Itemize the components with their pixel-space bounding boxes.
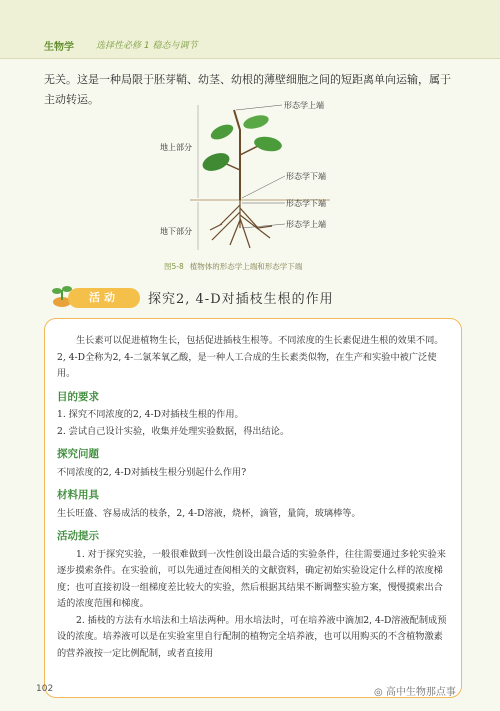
leaf <box>253 135 283 154</box>
watermark-text: 高中生物那点事 <box>385 687 456 698</box>
question-line: 不同浓度的2, 4-D对插枝生根分别起什么作用? <box>57 466 247 478</box>
section-heading-question: 探究问题 <box>57 448 99 460</box>
leaf <box>242 113 270 131</box>
page-number: 102 <box>36 684 54 694</box>
section-heading-goals: 目的要求 <box>57 390 99 403</box>
plant-roots <box>210 200 272 248</box>
figure-caption-text: 植物体的形态学上端和形态学下端 <box>189 262 303 271</box>
header-subject: 生物学 <box>44 42 74 53</box>
wechat-icon: ◎ <box>374 687 386 698</box>
activity-label: 活动 <box>68 288 140 308</box>
leaf <box>200 150 232 175</box>
section-heading-tips: 活动提示 <box>57 530 99 542</box>
goal-line-2: 2. 尝试自己设计实验，收集并处理实验数据，得出结论。 <box>57 425 290 437</box>
label-top-upper: 形态学上端 <box>284 101 324 110</box>
activity-intro: 生长素可以促进植物生长，包括促进插枝生根等。不同浓度的生长素促进生根的效果不同。2, 4-D全称为2, 4-二氯苯氧乙酸，是一种人工合成的生长素类似物，在生产和实验中被广泛使用。 <box>57 335 444 379</box>
leaf <box>209 121 236 142</box>
activity-header <box>40 280 480 314</box>
activity-box <box>44 318 462 698</box>
activity-title: 探究2, 4-D对插枝生根的作用 <box>148 292 334 307</box>
page-header <box>0 0 500 59</box>
activity-content <box>57 333 451 662</box>
plant-figure <box>150 100 380 260</box>
figure-caption <box>164 261 302 272</box>
section-heading-materials: 材料用具 <box>57 489 99 501</box>
tip-line-1: 1. 对于探究实验，一般很难做到一次性创设出最合适的实验条件，往往需要通过多轮实验来逐步摸索条件。在实验前，可以先通过查阅相关的文献资料，确定初始实验设定什么样的浓度梯度；也可直接初设一组梯度差比较大的实验，然后根据其结果不断调整实验方案，慢慢摸索出合适的浓度范围和梯度。 <box>57 548 446 609</box>
watermark <box>374 683 456 698</box>
figure-number: 图5-8 <box>164 262 184 271</box>
label-above-ground: 地上部分 <box>160 143 192 152</box>
goal-line-1: 1. 探究不同浓度的2, 4-D对插枝生根的作用。 <box>57 409 244 420</box>
label-bottom-lower: 形态学下端 <box>286 199 326 208</box>
header-book-title: 选择性必修 1 稳态与调节 <box>96 41 198 51</box>
intro-text: 无关。这是一种局限于胚芽鞘、幼茎、幼根的薄壁细胞之间的短距离单向运输，属于主动转运。 <box>44 73 451 106</box>
materials-line: 生长旺盛、容易成活的枝条，2, 4-D溶液，烧杯，滴管，量筒，玻璃棒等。 <box>57 507 361 519</box>
label-top-lower: 形态学下端 <box>286 172 326 181</box>
tip-line-2: 2. 插枝的方法有水培法和土培法两种。用水培法时，可在培养液中滴加2, 4-D溶液配制成预设的浓度。培养液可以是在实验室里自行配制的植物完全培养液，也可以用购买的不含植物激素的营养液按一定比例配制，或者直接用 <box>57 614 447 659</box>
label-bottom-upper: 形态学上端 <box>286 220 326 229</box>
plant-stem <box>234 110 240 200</box>
label-below-ground: 地下部分 <box>160 227 192 236</box>
